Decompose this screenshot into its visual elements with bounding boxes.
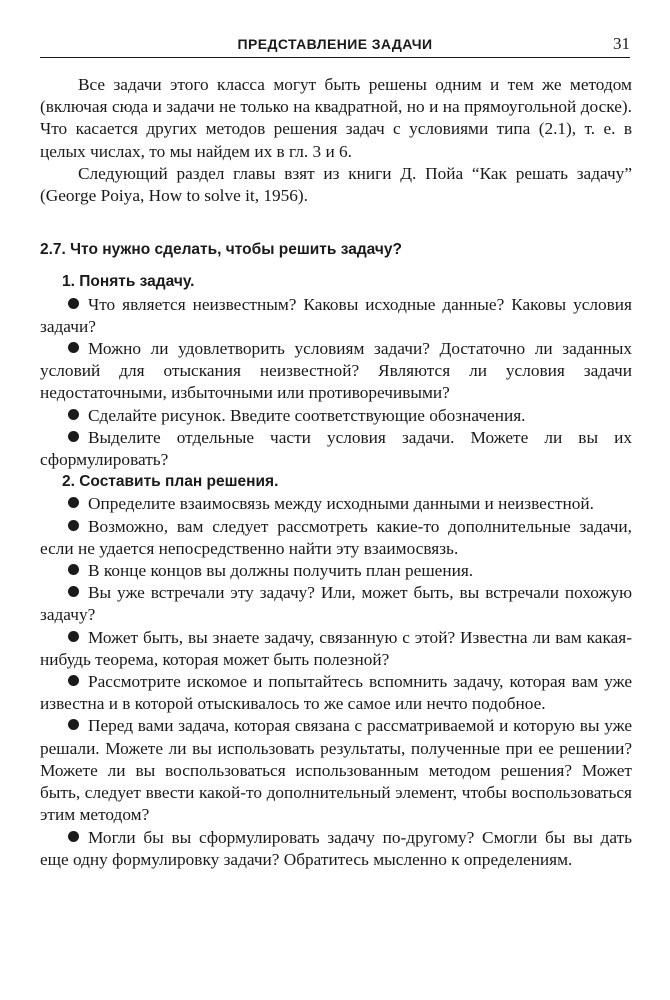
paragraph: Следующий раздел главы взят из книги Д. Пойа “Как решать задачу” (George Poiya, How to solve it, 1956).	[40, 163, 632, 206]
bullet-icon	[68, 719, 79, 730]
list-item	[40, 516, 632, 560]
bullet-icon	[68, 631, 79, 642]
list-item-text: Определите взаимосвязь между исходными данными и неизвестной.	[88, 494, 594, 514]
list-item-text: Может быть, вы знаете задачу, связанную с этой? Известна ли вам какая-нибудь теорема, которая может быть полезной?	[40, 627, 632, 669]
list-item	[40, 560, 632, 582]
list-item-text: Выделите отдельные части условия задачи. Можете ли вы их сформулировать?	[40, 427, 632, 470]
list-item-text: Можно ли удовлетворить условиям задачи? Достаточно ли заданных условий для отыскания неизвестной? Являются ли условия задачи недостаточными, избыточными или противоречивыми?	[40, 339, 632, 403]
bullet-icon	[68, 497, 79, 508]
list-item	[40, 294, 632, 338]
list-item-text: Возможно, вам следует рассмотреть какие-то дополнительные задачи, если не удается непосредственно найти эту взаимосвязь.	[40, 516, 632, 558]
bullet-icon	[68, 675, 79, 686]
list-item-text: Сделайте рисунок. Введите соответствующие обозначения.	[88, 405, 526, 425]
bullet-icon	[68, 431, 79, 442]
list-item	[40, 405, 632, 427]
step-heading: 1. Понять задачу.	[62, 273, 195, 291]
bullet-icon	[68, 342, 79, 353]
list-item	[40, 715, 632, 826]
list-item-text: Вы уже встречали эту задачу? Или, может быть, вы встречали похожую задачу?	[40, 583, 632, 625]
list-item	[40, 493, 632, 515]
list-item	[40, 427, 632, 471]
header-rule	[40, 57, 630, 58]
page-body	[40, 74, 632, 871]
list-item-text: Рассмотрите искомое и попытайтесь вспомнить задачу, которая вам уже известна и в которой отыскивалось то же самое или нечто подобное.	[40, 672, 632, 714]
list-item-text: Что является неизвестным? Каковы исходные данные? Каковы условия задачи?	[40, 294, 632, 336]
bullet-icon	[68, 409, 79, 420]
bullet-icon	[68, 520, 79, 531]
paragraph: Все задачи этого класса могут быть решены одним и тем же методом (включая сюда и задачи не только на квадратной, но и на прямоугольной доске). Что касается других методов решения задач с условиями типа (2.1), т. е. в целых числах, то мы найдем их в гл. 3 и 6.	[40, 75, 632, 161]
list-item	[40, 582, 632, 626]
bullet-icon	[68, 831, 79, 842]
list-item-text: Перед вами задача, которая связана с рассматриваемой и которую вы уже решали. Можете ли вы использовать результаты, полученные при ее решении? Можете ли вы воспользоваться использованным методом решения? Может быть, следует ввести какой-то дополнительный элемент, чтобы воспользоваться этим методом?	[40, 716, 632, 825]
list-item	[40, 827, 632, 871]
bullet-icon	[68, 298, 79, 309]
running-head	[40, 28, 630, 58]
page-number: 31	[613, 34, 630, 53]
bullet-icon	[68, 564, 79, 575]
section-heading: 2.7. Что нужно сделать, чтобы решить задачу?	[40, 241, 403, 259]
list-item-text: В конце концов вы должны получить план решения.	[88, 561, 474, 581]
list-item-text: Могли бы вы сформулировать задачу по-другому? Смогли бы вы дать еще одну формулировку задачи? Обратитесь мысленно к определениям.	[40, 827, 632, 869]
step-heading: 2. Составить план решения.	[62, 473, 279, 491]
list-item	[40, 671, 632, 715]
list-item	[40, 627, 632, 671]
running-title: ПРЕДСТАВЛЕНИЕ ЗАДАЧИ	[237, 36, 433, 52]
bullet-icon	[68, 586, 79, 597]
list-item	[40, 338, 632, 405]
